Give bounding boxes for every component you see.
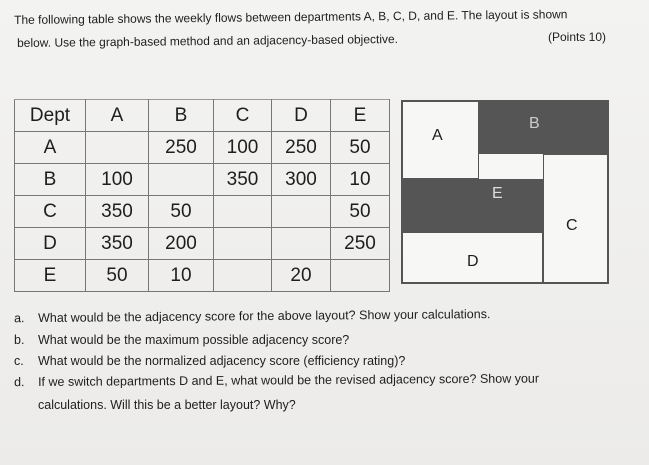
table-cell: D <box>15 228 86 260</box>
points-label: (Points 10) <box>548 30 607 44</box>
table-cell: 350 <box>86 228 149 260</box>
table-cell <box>272 196 331 228</box>
table-cell: 50 <box>331 132 390 164</box>
table-cell: C <box>15 196 86 228</box>
question-text: If we switch departments D and E, what would be the revised adjacency score? Show your <box>38 371 540 389</box>
table-cell: 100 <box>214 132 272 164</box>
question-text: What would be the normalized adjacency score (efficiency rating)? <box>38 354 406 368</box>
table-cell: B <box>15 164 86 196</box>
dept-e-block <box>402 179 543 232</box>
table-cell <box>214 260 272 292</box>
table-cell: 20 <box>272 260 331 292</box>
table-cell <box>331 260 390 292</box>
table-header-cell: D <box>272 100 331 132</box>
question-b <box>14 333 350 347</box>
table-cell: A <box>15 132 86 164</box>
table-row <box>15 228 390 260</box>
table-cell <box>272 228 331 260</box>
dept-a-label: A <box>432 127 443 144</box>
table-cell: 300 <box>272 164 331 196</box>
question-text: What would be the maximum possible adjacency score? <box>38 333 350 347</box>
table-cell: 10 <box>331 164 390 196</box>
intro-line-2: below. Use the graph-based method and an adjacency-based objective. <box>17 32 399 50</box>
table-cell: 250 <box>272 132 331 164</box>
table-header-cell: C <box>214 100 272 132</box>
table-cell: 100 <box>86 164 149 196</box>
question-text: What would be the adjacency score for the above layout? Show your calculations. <box>38 307 491 325</box>
dept-d-label: D <box>467 253 479 270</box>
question-c <box>14 354 406 368</box>
table-header-cell: B <box>149 100 214 132</box>
dept-b-label: B <box>529 115 540 132</box>
table-cell: 50 <box>149 196 214 228</box>
table-header-cell: E <box>331 100 390 132</box>
table-cell <box>214 196 272 228</box>
question-marker: c. <box>14 354 24 368</box>
question-marker: b. <box>14 333 25 347</box>
question-d-continued: calculations. Will this be a better layout? Why? <box>38 398 296 412</box>
dept-c-label: C <box>566 217 578 234</box>
table-cell: 10 <box>149 260 214 292</box>
table-cell: E <box>15 260 86 292</box>
dept-b-block <box>479 101 608 154</box>
table-row <box>15 260 390 292</box>
question-marker: d. <box>14 375 25 390</box>
table-header-cell: A <box>86 100 149 132</box>
table-cell <box>214 228 272 260</box>
question-d <box>14 371 540 390</box>
table-row <box>15 196 390 228</box>
dept-e-label: E <box>492 185 503 202</box>
question-marker: a. <box>14 311 25 326</box>
table-cell: 200 <box>149 228 214 260</box>
table-header-row <box>15 100 390 132</box>
table-header-cell: Dept <box>15 100 86 132</box>
flow-table <box>14 99 390 292</box>
table-cell <box>86 132 149 164</box>
table-cell: 250 <box>149 132 214 164</box>
intro-line-1: The following table shows the weekly flows between departments A, B, C, D, and E. The layout is shown <box>14 7 568 27</box>
table-row <box>15 132 390 164</box>
table-row <box>15 164 390 196</box>
table-cell: 50 <box>331 196 390 228</box>
table-cell: 50 <box>86 260 149 292</box>
layout-diagram <box>401 100 609 284</box>
table-cell <box>149 164 214 196</box>
question-a <box>14 307 491 326</box>
table-cell: 250 <box>331 228 390 260</box>
table-cell: 350 <box>86 196 149 228</box>
table-cell: 350 <box>214 164 272 196</box>
